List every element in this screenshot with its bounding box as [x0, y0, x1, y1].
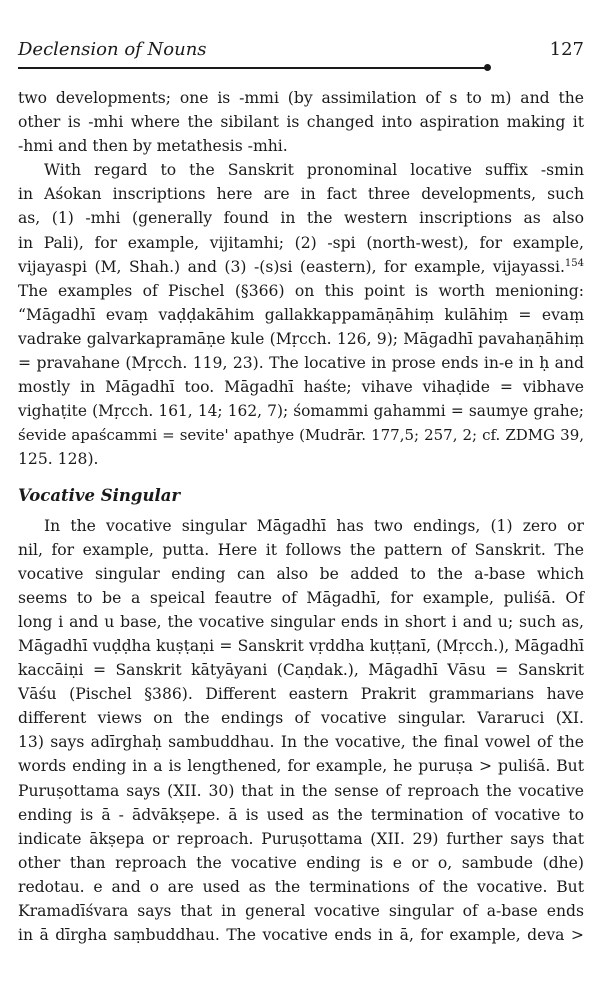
text-line: 125. 128).: [18, 450, 99, 469]
footnote-ref: 154: [564, 257, 584, 269]
text-line: mostly in Māgadhī too. Māgadhī haśte; vihave vihaḍide = vibhave: [18, 378, 584, 397]
page-number: 127: [549, 39, 584, 60]
text-line: words ending in a is lengthened, for example, he puruṣa > puliśā. But: [18, 757, 584, 776]
text-line-with-footnote: [18, 255, 584, 279]
text-line: other is -mhi where the sibilant is changed into aspiration making it: [18, 113, 584, 132]
text-line: ending is ā - ādvākṣepe. ā is used as the termination of vocative to: [18, 805, 584, 824]
text-line: kaccāiṇi = Sanskrit kātyāyani (Caṇdak.), Māgadhī Vāsu = Sanskrit: [18, 661, 584, 680]
header-rule: [18, 67, 488, 69]
text-line: other than reproach the vocative ending is e or o, sambude (dhe): [18, 853, 584, 872]
text-line: Māgadhī vuḍḍha kuṣṭaṇi = Sanskrit vṛddha kuṭṭanī, (Mṛcch.), Māgadhī: [18, 636, 584, 655]
text-line: in Pali), for example, vijitamhi; (2) -spi (north-west), for example,: [18, 233, 584, 252]
text-line: vighaṭite (Mṛcch. 161, 14; 162, 7); śomammi gahammi = saumye grahe;: [18, 402, 584, 421]
paragraph-continuation: [18, 86, 584, 158]
text-line: Vāśu (Pischel §386). Different eastern Prakrit grammarians have: [18, 685, 584, 704]
running-title: Declension of Nouns: [18, 39, 207, 60]
header-rule-dot: [484, 64, 491, 71]
text-line: indicate ākṣepa or reproach. Puruṣottama (XII. 29) further says that: [18, 829, 584, 848]
text-line: The examples of Pischel (§366) on this point is worth menioning:: [18, 281, 584, 300]
text-line: seems to be a speical feautre of Māgadhī, for example, puliśā. Of: [18, 588, 584, 607]
text-line: = pravahane (Mṛcch. 119, 23). The locative in prose ends in-e in ḥ and: [18, 354, 584, 373]
text-line: Puruṣottama says (XII. 30) that in the sense of reproach the vocative: [18, 781, 584, 800]
text-line: redotau. e and o are used as the terminations of the vocative. But: [18, 877, 584, 896]
running-header: [18, 38, 584, 68]
text-line: in ā dīrgha saṃbuddhau. The vocative ends in ā, for example, deva >: [18, 926, 584, 945]
text-line: in Aśokan inscriptions here are in fact three developments, such: [18, 185, 584, 204]
body-text: [18, 86, 584, 947]
text-line: as, (1) -mhi (generally found in the western inscriptions as also: [18, 209, 584, 228]
text-line: different views on the endings of vocative singular. Vararuci (XI.: [18, 709, 584, 728]
text-line: “Māgadhī evaṃ vaḍḍakāhim gallakkappamāṇāhiṃ kulāhiṃ = evaṃ: [18, 305, 584, 324]
text-line: nil, for example, putta. Here it follows the pattern of Sanskrit. The: [18, 540, 584, 559]
text-line: two developments; one is -mmi (by assimilation of s to m) and the: [18, 89, 584, 107]
text-line: Kramadīśvara says that in general vocative singular of a-base ends: [18, 902, 584, 920]
paragraph-locative: [18, 158, 584, 471]
text-line: In the vocative singular Māgadhī has two endings, (1) zero or: [44, 516, 584, 535]
text-line: -hmi and then by metathesis -mhi.: [18, 137, 288, 156]
section-heading: Vocative Singular: [18, 485, 181, 505]
text-line: 13) says adīrghaḥ sambuddhau. In the vocative, the final vowel of the: [18, 733, 584, 752]
text-line: śevide apaścammi = sevite' apathye (Mudrār. 177,5; 257, 2; cf. ZDMG 39,: [18, 426, 584, 445]
paragraph-vocative: [18, 514, 584, 948]
text-line: With regard to the Sanskrit pronominal locative suffix -smin: [44, 161, 584, 180]
text-line: vocative singular ending can also be added to the a-base which: [18, 564, 584, 583]
text-line: long i and u base, the vocative singular ends in short i and u; such as,: [18, 612, 584, 631]
text-fragment: vijayaspi (M, Shah.) and (3) -(s)si (eastern), for example, vijayassi.: [18, 257, 565, 276]
text-line: vadrake galvarkapramāṇe kule (Mṛcch. 126, 9); Māgadhī pavahaṇāhiṃ: [18, 329, 584, 348]
